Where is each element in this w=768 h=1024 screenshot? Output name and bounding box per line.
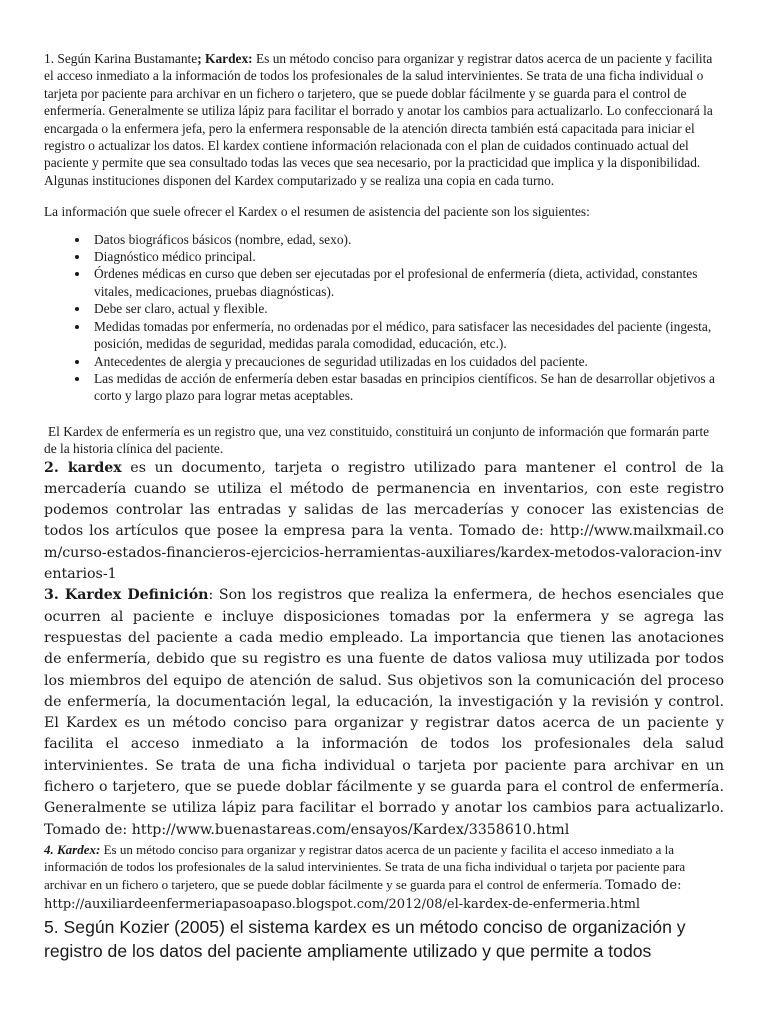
paragraph-3 (44, 585, 724, 841)
paragraph-3-number: 3. Kardex Definición (44, 587, 209, 604)
list-item: • Antecedentes de alergia y precauciones de seguridad utilizadas en los cuidados del paciente. (90, 353, 724, 370)
paragraph-3-body: : Son los registros que realiza la enfermera, de hechos esenciales que ocurren al paciente e incluye disposiciones tomadas por la enfermera y se agrega las respuestas del paciente a cada medio empleado. La importancia que tienen las anotaciones de enfermería, debido que su registro es una fuente de datos valiosa muy utilizada por todos los miembros del equipo de atención de salud. Sus objetivos son la comunicación del proceso de enfermería, la documentación legal, la educación, la investigación y la revisión y control. El Kardex es un método conciso para organizar y registrar datos acerca de un paciente y facilita el acceso inmediato a la información de todos los profesionales dela salud intervinientes. Se trata de una ficha individual o tarjeta por paciente para archivar en un fichero o tarjetero, que se puede doblar fácilmente y se guarda para el control de enfermería. Generalmente se utiliza lápiz para facilitar el borrado y anotar los cambios para actualizarlo. Tomado de: (44, 587, 725, 838)
paragraph-2-number: 2. kardex (44, 459, 122, 476)
paragraph-4 (44, 841, 724, 913)
paragraph-2-body: es un documento, tarjeta o registro utilizado para mantener el control de la mercadería cuando se utiliza el método de permanencia en inventarios, con este registro podemos controlar las entradas y salidas de las mercaderías y conocer las existencias de todos los artículos que posee la empresa para la venta. Tomado de: (44, 459, 725, 540)
paragraph-1-lead: 1. Según Karina Bustamante (44, 51, 198, 66)
paragraph-3-url: http://www.buenastareas.com/ensayos/Kardex/3358610.html (131, 821, 570, 838)
list-item: • Órdenes médicas en curso que deben ser ejecutadas por el profesional de enfermería (dieta, actividad, constantes vitales, medicaciones, pruebas diagnósticas). (90, 265, 724, 300)
list-item: • Medidas tomadas por enfermería, no ordenadas por el médico, para satisfacer las necesidades del paciente (ingesta, posición, medidas de seguridad, medidas parala comodidad, educación, etc.). (90, 318, 724, 353)
paragraph-4-body: Es un método conciso para organizar y registrar datos acerca de un paciente y facilita el acceso inmediato a la información de todos los profesionales de la salud intervinientes. Se trata de una ficha individual o tarjeta por paciente para archivar en un fichero o tarjetero, que se puede doblar fácilmente y se guarda para el control de enfermería. (44, 841, 686, 893)
list-item: • Debe ser claro, actual y flexible. (90, 300, 724, 317)
list-item: • Diagnóstico médico principal. (90, 248, 724, 265)
list-intro: La información que suele ofrecer el Kardex o el resumen de asistencia del paciente son los siguientes: (44, 204, 590, 220)
paragraph-1 (44, 50, 724, 189)
paragraph-1-term: ; Kardex: (197, 51, 253, 66)
paragraph-4-source: Tomado de: http://auxiliardeenfermeriapasoapaso.blogspot.com/2012/08/el-kardex-de-enfermeria.html (44, 878, 682, 912)
list-item: • Las medidas de acción de enfermería deben estar basadas en principios científicos. Se han de desarrollar objetivos a corto y largo plazo para lograr metas aceptables. (90, 370, 724, 405)
list-item: • Datos biográficos básicos (nombre, edad, sexo). (90, 231, 724, 248)
paragraph-4-number: 4. Kardex: (44, 841, 101, 857)
paragraph-2-url: http://www.mailxmail.com/curso-estados-financieros-ejercicios-herramientas-auxiliares/kardex-metodos-valoracion-inventarios-1 (44, 523, 724, 583)
paragraph-1-body: Es un método conciso para organizar y registrar datos acerca de un paciente y facilita el acceso inmediato a la información de todos los profesionales de la salud intervinientes. Se trata de una ficha individual o tarjeta por paciente para archivar en un fichero o tarjetero, que se puede doblar fácilmente y se guarda para el control de enfermería. Generalmente se utiliza lápiz para facilitar el borrado y anotar los cambios para actualizarlo. Lo confeccionará la encargada o la enfermera jefa, pero la enfermera responsable de la atención directa también está capacitada para iniciar el registro o actualizar los datos. El kardex contiene información relacionada con el plan de cuidados continuado actual del paciente y permite que sea consultado todas las veces que sea necesario, por la practicidad que implica y la disponibilidad. Algunas instituciones disponen del Kardex computarizado y se realiza una copia en cada turno. (44, 51, 713, 188)
closing-paragraph: El Kardex de enfermería es un registro que, una vez constituido, constituirá un conjunto de información que formarán parte de la historia clínica del paciente. (44, 423, 710, 457)
info-bullet-list (44, 231, 724, 405)
paragraph-2 (44, 458, 724, 586)
paragraph-5: 5. Según Kozier (2005) el sistema kardex es un método conciso de organización y registro de los datos del paciente ampliamente utilizado y que permite a todos (44, 917, 686, 962)
